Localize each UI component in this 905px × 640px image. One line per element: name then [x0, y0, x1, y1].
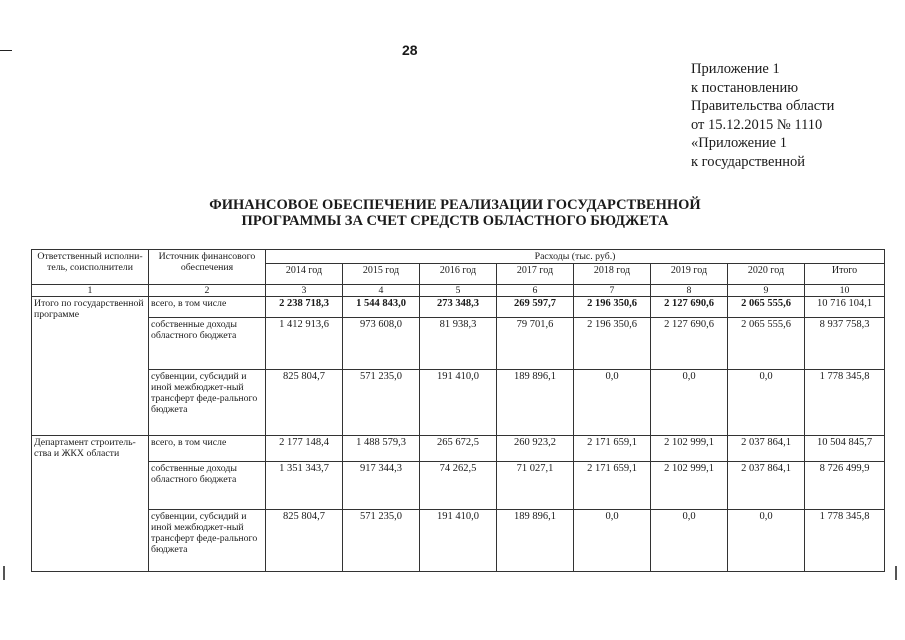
source-cell: субвенции, субсидий и иной межбюджет-ный трансферт феде-рального бюджета [149, 510, 266, 572]
title-line: ФИНАНСОВОЕ ОБЕСПЕЧЕНИЕ РЕАЛИЗАЦИИ ГОСУДАРСТВЕННОЙ [209, 197, 701, 213]
page-number: 28 [402, 42, 418, 58]
value-cell: 0,0 [651, 510, 728, 572]
executor-cell: Итого по государственной программе [32, 297, 149, 436]
value-cell: 0,0 [574, 370, 651, 436]
column-number: 8 [651, 285, 728, 297]
value-cell: 571 235,0 [343, 370, 420, 436]
header-expenses: Расходы (тыс. руб.) [266, 250, 885, 264]
header-year: 2016 год [420, 264, 497, 285]
scan-mark-right [895, 566, 897, 580]
appendix-line: «Приложение 1 [691, 135, 787, 152]
left-edge-mark [0, 50, 12, 51]
value-cell: 8 726 499,9 [805, 462, 885, 510]
value-cell: 191 410,0 [420, 510, 497, 572]
value-cell: 81 938,3 [420, 318, 497, 370]
column-number: 7 [574, 285, 651, 297]
value-cell: 2 037 864,1 [728, 462, 805, 510]
value-cell: 2 127 690,6 [651, 297, 728, 318]
header-year: 2014 год [266, 264, 343, 285]
header-executor: Ответственный исполни-тель, соисполнители [32, 250, 149, 285]
header-source: Источник финансового обеспечения [149, 250, 266, 285]
value-cell: 71 027,1 [497, 462, 574, 510]
value-cell: 1 488 579,3 [343, 436, 420, 462]
appendix-line: от 15.12.2015 № 1110 [691, 116, 823, 133]
executor-cell: Департамент строитель-ства и ЖКХ области [32, 436, 149, 572]
column-number: 9 [728, 285, 805, 297]
appendix-line: Приложение 1 [691, 61, 780, 77]
source-cell: собственные доходы областного бюджета [149, 318, 266, 370]
column-number: 5 [420, 285, 497, 297]
value-cell: 0,0 [651, 370, 728, 436]
column-number: 6 [497, 285, 574, 297]
value-cell: 10 504 845,7 [805, 436, 885, 462]
source-cell: всего, в том числе [149, 297, 266, 318]
value-cell: 1 351 343,7 [266, 462, 343, 510]
column-number: 3 [266, 285, 343, 297]
value-cell: 269 597,7 [497, 297, 574, 318]
value-cell: 189 896,1 [497, 370, 574, 436]
value-cell: 1 544 843,0 [343, 297, 420, 318]
header-year: 2015 год [343, 264, 420, 285]
header-year: 2018 год [574, 264, 651, 285]
appendix-line: к государственной [691, 153, 806, 170]
scan-mark-left [3, 566, 5, 580]
header-year: 2017 год [497, 264, 574, 285]
value-cell: 1 778 345,8 [805, 510, 885, 572]
value-cell: 1 778 345,8 [805, 370, 885, 436]
value-cell: 8 937 758,3 [805, 318, 885, 370]
value-cell: 2 171 659,1 [574, 462, 651, 510]
value-cell: 2 238 718,3 [266, 297, 343, 318]
value-cell: 2 102 999,1 [651, 462, 728, 510]
appendix-note [691, 60, 834, 172]
column-number: 2 [149, 285, 266, 297]
header-year: 2019 год [651, 264, 728, 285]
value-cell: 189 896,1 [497, 510, 574, 572]
appendix-line: Правительства области [691, 98, 835, 115]
value-cell: 1 412 913,6 [266, 318, 343, 370]
value-cell: 265 672,5 [420, 436, 497, 462]
column-number: 1 [32, 285, 149, 297]
column-number: 4 [343, 285, 420, 297]
value-cell: 2 037 864,1 [728, 436, 805, 462]
value-cell: 0,0 [728, 370, 805, 436]
value-cell: 2 127 690,6 [651, 318, 728, 370]
value-cell: 0,0 [728, 510, 805, 572]
header-year: 2020 год [728, 264, 805, 285]
value-cell: 825 804,7 [266, 370, 343, 436]
value-cell: 2 196 350,6 [574, 297, 651, 318]
value-cell: 825 804,7 [266, 510, 343, 572]
value-cell: 2 171 659,1 [574, 436, 651, 462]
value-cell: 917 344,3 [343, 462, 420, 510]
value-cell: 973 608,0 [343, 318, 420, 370]
value-cell: 2 196 350,6 [574, 318, 651, 370]
value-cell: 2 065 555,6 [728, 297, 805, 318]
value-cell: 191 410,0 [420, 370, 497, 436]
value-cell: 74 262,5 [420, 462, 497, 510]
source-cell: собственные доходы областного бюджета [149, 462, 266, 510]
value-cell: 79 701,6 [497, 318, 574, 370]
value-cell: 2 065 555,6 [728, 318, 805, 370]
document-title [150, 197, 760, 229]
value-cell: 0,0 [574, 510, 651, 572]
value-cell: 2 102 999,1 [651, 436, 728, 462]
source-cell: всего, в том числе [149, 436, 266, 462]
value-cell: 10 716 104,1 [805, 297, 885, 318]
source-cell: субвенции, субсидий и иной межбюджет-ный трансферт феде-рального бюджета [149, 370, 266, 436]
header-total: Итого [805, 264, 885, 285]
title-line: ПРОГРАММЫ ЗА СЧЕТ СРЕДСТВ ОБЛАСТНОГО БЮДЖЕТА [241, 213, 669, 229]
value-cell: 2 177 148,4 [266, 436, 343, 462]
budget-table [31, 249, 885, 572]
value-cell: 273 348,3 [420, 297, 497, 318]
appendix-line: к постановлению [691, 79, 799, 96]
column-number: 10 [805, 285, 885, 297]
value-cell: 260 923,2 [497, 436, 574, 462]
value-cell: 571 235,0 [343, 510, 420, 572]
